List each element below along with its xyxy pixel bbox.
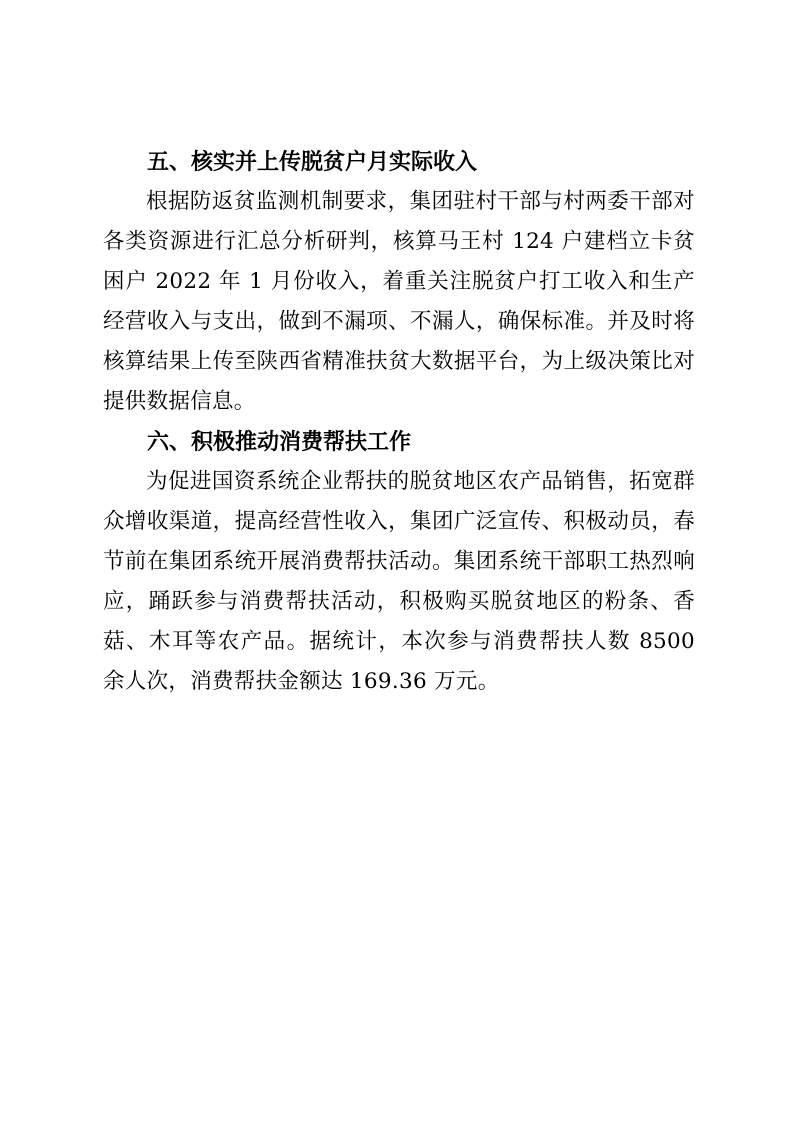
section-5-heading: 五、核实并上传脱贫户月实际收入 xyxy=(147,149,478,174)
section-6-paragraph: 为促进国资系统企业帮扶的脱贫地区农产品销售，拓宽群众增收渠道，提高经营性收入，集团广泛宣传、积极动员，春节前在集团系统开展消费帮扶活动。集团系统干部职工热烈响应，踊跃参与消费帮扶活动，积极购买脱贫地区的粉条、香菇、木耳等农产品。据统计，本次参与消费帮扶人数 8500 余人次，消费帮扶金额达 169.36 万元。 xyxy=(103,469,695,694)
section-6-heading: 六、积极推动消费帮扶工作 xyxy=(147,429,412,454)
section-5-paragraph: 根据防返贫监测机制要求，集团驻村干部与村两委干部对各类资源进行汇总分析研判，核算马王村 124 户建档立卡贫困户 2022 年 1 月份收入，着重关注脱贫户打工收入和生产经营收入与支出，做到不漏项、不漏人，确保标准。并及时将核算结果上传至陕西省精准扶贫大数据平台，为上级决策比对提供数据信息。 xyxy=(103,189,695,414)
